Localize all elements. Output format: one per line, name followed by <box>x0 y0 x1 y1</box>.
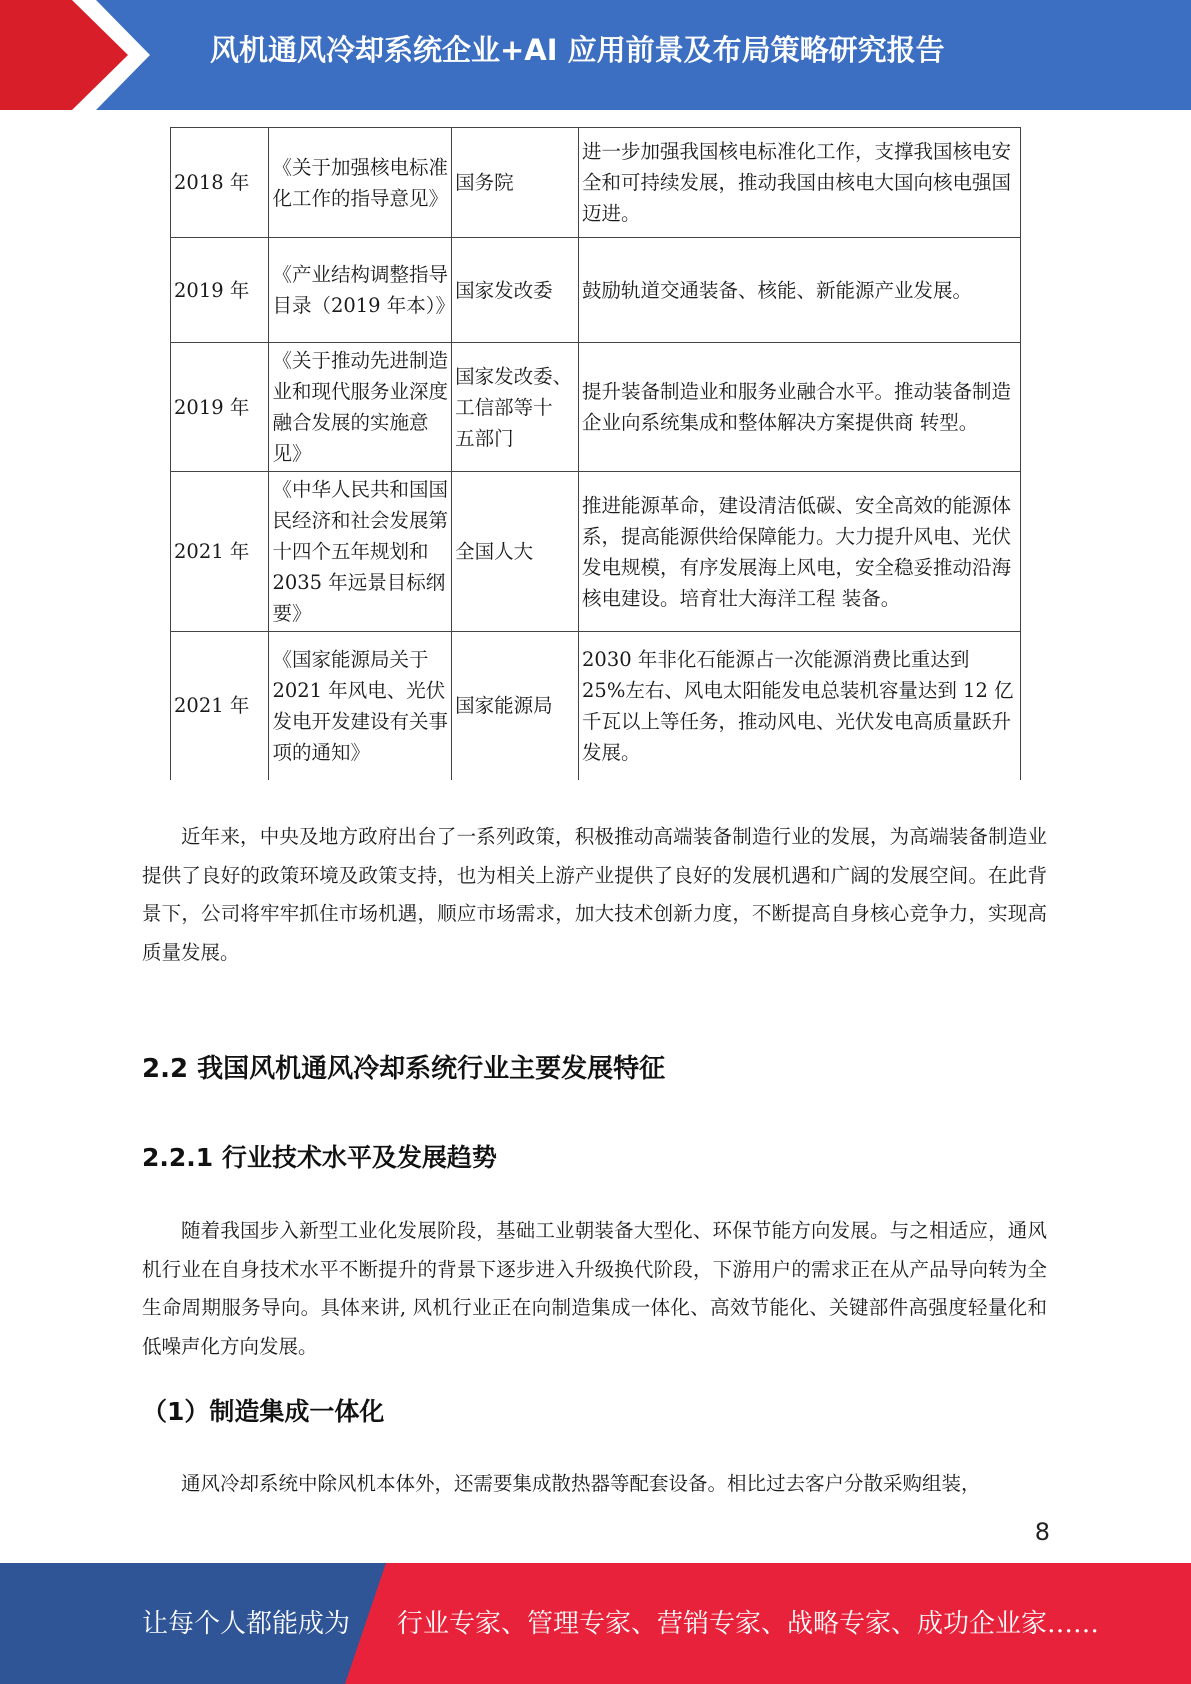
table-cell-document: 《国家能源局关于 2021 年风电、光伏发电开发建设有关事项的通知》 <box>269 632 452 780</box>
page-footer <box>0 1563 1191 1684</box>
table-cell-content: 进一步加强我国核电标准化工作，支撑我国核电安全和可持续发展，推动我国由核电大国向核电强国迈进。 <box>579 128 1021 238</box>
table-cell-document: 《关于加强核电标准化工作的指导意见》 <box>269 128 452 238</box>
table-cell-content: 2030 年非化石能源占一次能源消费比重达到 25%左右、风电太阳能发电总装机容量达到 12 亿千瓦以上等任务，推动风电、光伏发电高质量跃升发展。 <box>579 632 1021 780</box>
table-row <box>171 472 1021 632</box>
table-cell-year: 2021 年 <box>171 472 269 632</box>
table-cell-issuer: 国家发改委、 工信部等十 五部门 <box>452 343 579 472</box>
page-header <box>0 0 1191 110</box>
footer-slogan-left: 让每个人都能成为 <box>142 1609 351 1639</box>
table-cell-issuer: 国务院 <box>452 128 579 238</box>
body-paragraph: 随着我国步入新型工业化发展阶段，基础工业朝装备大型化、环保节能方向发展。与之相适应，通风机行业在自身技术水平不断提升的背景下逐步进入升级换代阶段，下游用户的需求正在从产品导向转为全生命周期服务导向。具体来讲, 风机行业正在向制造集成一体化、高效节能化、关键部件高强度轻量化和低噪声化方向发展。 <box>142 1219 1047 1358</box>
table-row <box>171 632 1021 780</box>
table-cell-issuer: 国家发改委 <box>452 238 579 343</box>
table-cell-content: 推进能源革命，建设清洁低碳、安全高效的能源体系，提高能源供给保障能力。大力提升风电、光伏发电规模，有序发展海上风电，安全稳妥推动沿海核电建设。培育壮大海洋工程 装备。 <box>579 472 1021 632</box>
table-cell-document: 《产业结构调整指导目录（2019 年本）》 <box>269 238 452 343</box>
table-cell-content: 鼓励轨道交通装备、核能、新能源产业发展。 <box>579 238 1021 343</box>
table-cell-year: 2019 年 <box>171 343 269 472</box>
table-row <box>171 343 1021 472</box>
table-cell-document: 《关于推动先进制造业和现代服务业深度融合发展的实施意见》 <box>269 343 452 472</box>
table-cell-year: 2018 年 <box>171 128 269 238</box>
sub-item-heading: （1）制造集成一体化 <box>142 1397 385 1426</box>
subsection-heading: 2.2.1 行业技术水平及发展趋势 <box>142 1143 497 1172</box>
policy-table <box>170 127 1021 780</box>
header-title: 风机通风冷却系统企业+AI 应用前景及布局策略研究报告 <box>210 33 945 67</box>
page-number: 8 <box>1034 1518 1050 1546</box>
table-cell-issuer: 国家能源局 <box>452 632 579 780</box>
body-paragraph: 近年来，中央及地方政府出台了一系列政策，积极推动高端装备制造行业的发展，为高端装备制造业提供了良好的政策环境及政策支持，也为相关上游产业提供了良好的发展机遇和广阔的发展空间。在此背景下，公司将牢牢抓住市场机遇，顺应市场需求，加大技术创新力度，不断提高自身核心竞争力，实现高质量发展。 <box>142 825 1047 964</box>
table-cell-content: 提升装备制造业和服务业融合水平。推动装备制造企业向系统集成和整体解决方案提供商 转型。 <box>579 343 1021 472</box>
table-row <box>171 238 1021 343</box>
table-cell-document: 《中华人民共和国国民经济和社会发展第十四个五年规划和 2035 年远景目标纲要》 <box>269 472 452 632</box>
section-heading: 2.2 我国风机通风冷却系统行业主要发展特征 <box>142 1054 666 1084</box>
table-cell-year: 2021 年 <box>171 632 269 780</box>
table-row <box>171 128 1021 238</box>
body-paragraph: 通风冷却系统中除风机本体外，还需要集成散热器等配套设备。相比过去客户分散采购组装， <box>181 1472 981 1495</box>
table-cell-issuer: 全国人大 <box>452 472 579 632</box>
table-cell-year: 2019 年 <box>171 238 269 343</box>
footer-slogan-right: 行业专家、管理专家、营销专家、战略专家、成功企业家…… <box>397 1609 1100 1639</box>
